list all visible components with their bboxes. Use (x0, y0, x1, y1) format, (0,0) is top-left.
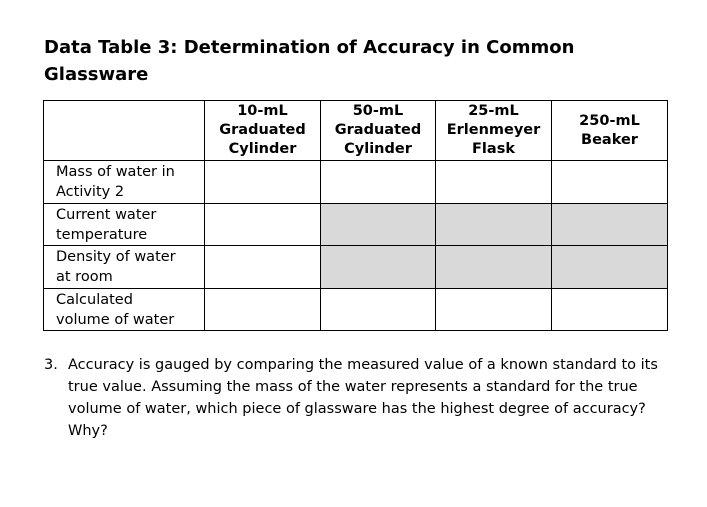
shaded-cell (436, 246, 552, 289)
entry-cell[interactable] (321, 289, 436, 331)
table-row-current-water-temperature (44, 204, 668, 246)
header-25ml-erlenmeyer-flask: 25-mL Erlenmeyer Flask (436, 101, 552, 161)
accuracy-data-table (43, 100, 668, 331)
table-row-density-of-water (44, 246, 668, 289)
question-text: Accuracy is gauged by comparing the measured value of a known standard to its true value. Assuming the mass of the water represents a standard for the true volume of water, which piece of glassware has the highest degree of accuracy? Why? (68, 357, 658, 439)
entry-cell[interactable] (205, 246, 321, 289)
header-250ml-beaker: 250-mL Beaker (552, 101, 668, 161)
shaded-cell (552, 204, 668, 246)
shaded-cell (436, 204, 552, 246)
entry-cell[interactable] (552, 289, 668, 331)
entry-cell[interactable] (436, 161, 552, 204)
shaded-cell (552, 246, 668, 289)
shaded-cell (321, 204, 436, 246)
shaded-cell (321, 246, 436, 289)
entry-cell[interactable] (436, 289, 552, 331)
header-blank-cell (44, 101, 205, 161)
row-label-current-water-temperature: Current water temperature (44, 204, 205, 246)
entry-cell[interactable] (321, 161, 436, 204)
table-row-mass-of-water (44, 161, 668, 204)
entry-cell[interactable] (205, 204, 321, 246)
row-label-calculated-volume: Calculated volume of water (44, 289, 205, 331)
table-header-row (44, 101, 668, 161)
entry-cell[interactable] (205, 289, 321, 331)
header-50ml-graduated-cylinder: 50-mL Graduated Cylinder (321, 101, 436, 161)
header-10ml-graduated-cylinder: 10-mL Graduated Cylinder (205, 101, 321, 161)
row-label-mass-of-water: Mass of water in Activity 2 (44, 161, 205, 204)
row-label-density-of-water: Density of water at room (44, 246, 205, 289)
entry-cell[interactable] (552, 161, 668, 204)
question-number: 3. (44, 357, 58, 373)
data-table-title: Data Table 3: Determination of Accuracy in Common Glassware (44, 37, 575, 85)
table-row-calculated-volume (44, 289, 668, 331)
question-3 (44, 354, 674, 442)
entry-cell[interactable] (205, 161, 321, 204)
